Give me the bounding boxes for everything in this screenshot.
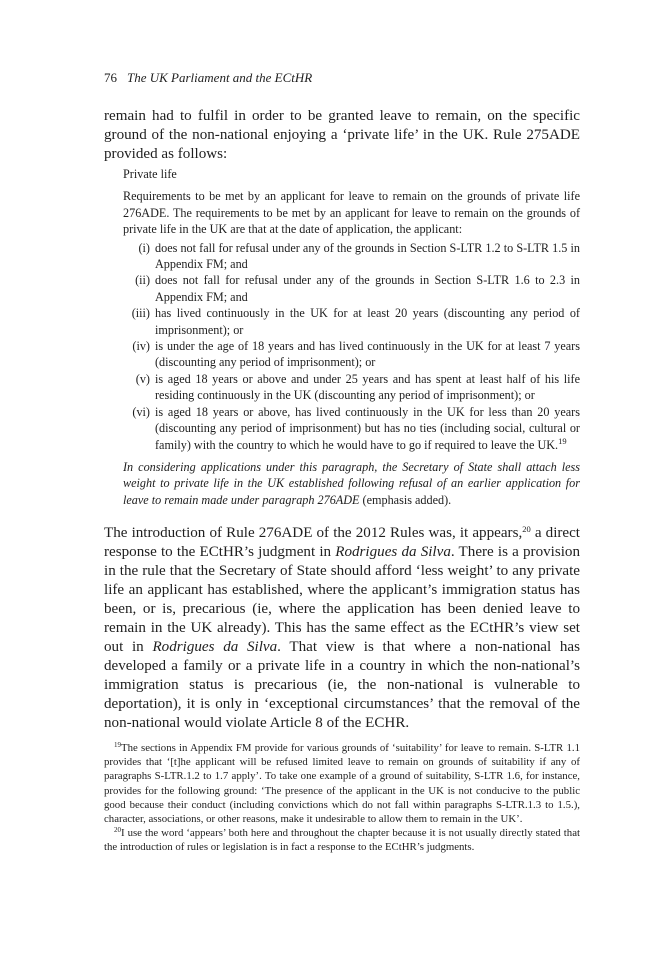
list-item-text: has lived continuously in the UK for at least 20 years (discounting any period of imprisonment); or [155, 306, 580, 337]
list-item-text: is aged 18 years or above, has lived continuously in the UK for less than 20 years (discounting any period of imprisonment) but has no ties (including social, cultural or family) with the country to which he would have to go if required to leave the UK. [155, 404, 580, 452]
quote-intro: Requirements to be met by an applicant for leave to remain on the grounds of private life 276ADE. The requirements to be met by an applicant for leave to remain on the grounds of private life in the UK are that at the date of application, the applicant: [123, 189, 580, 237]
quote-closing-italic: In considering applications under this paragraph, the Secretary of State shall attach less weight to private life in the UK established following refusal of an earlier application for leave to remain made under paragraph 276ADE [123, 459, 580, 507]
footnotes [104, 741, 580, 855]
footnote-text: The sections in Appendix FM provide for various grounds of ‘suitability’ for leave to remain. S-LTR 1.1 provides that ‘[t]he applicant will be refused limited leave to remain on grounds of suitability if any of paragraphs S-LTR.1.2 to 1.7 apply’. To take one example of a ground of suitability, S-LTR 1.6, for instance, provides for the following ground: ‘The presence of the applicant in the UK is not conducive to the public good because their conduct (including convictions which do not fall within paragraphs S-LTR.1.3 to 1.5.), character, associations, or other reasons, make it undesirable to allow them to remain in the UK’. [104, 742, 580, 826]
list-marker: (iii) [131, 306, 150, 321]
quote-heading: Private life [123, 167, 177, 181]
list-item [123, 371, 580, 404]
running-head [104, 70, 312, 86]
list-item [123, 240, 580, 273]
list-item [123, 338, 580, 371]
requirements-list [123, 240, 580, 453]
footnote-number: 20 [114, 826, 121, 835]
main-text-3: . There is a provision in the rule that the Secretary of State should afford ‘less weight’ to any private life an applicant has established, where the applicant’s immigration status has been, or is, precarious (ie, where the application has been denied leave to remain in the UK already). This has the same effect as the ECtHR’s view set out in [104, 544, 581, 655]
block-quote [123, 166, 580, 508]
case-name: Rodrigues da Silva [335, 544, 451, 560]
case-name: Rodrigues da Silva [152, 639, 278, 655]
footnote-number: 19 [114, 741, 121, 749]
intro-paragraph: remain had to fulfil in order to be granted leave to remain, on the specific ground of the non-national enjoying a ‘private life’ in the UK. Rule 275ADE provided as follows: [104, 108, 580, 162]
list-marker: (v) [135, 371, 150, 386]
footnote-ref-20[interactable]: 20 [522, 524, 531, 534]
running-title: The UK Parliament and the ECtHR [127, 70, 313, 85]
list-item-text: does not fall for refusal under any of the grounds in Section S-LTR 1.6 to 2.3 in Appendix FM; and [155, 273, 580, 304]
page-number: 76 [104, 70, 117, 85]
footnote-ref-19[interactable]: 19 [558, 435, 567, 446]
main-text-2: a direct response to the ECtHR’s judgment in [104, 525, 581, 560]
footnote-text: I use the word ‘appears’ both here and throughout the chapter because it is not usually directly stated that the introduction of rules or legislation is in fact a response to the ECtHR’s judgments. [104, 827, 580, 854]
footnote-19 [104, 741, 580, 826]
list-item-text: does not fall for refusal under any of the grounds in Section S-LTR 1.2 to S-LTR 1.5 in Appendix FM; and [155, 240, 580, 272]
quote-closing-note: (emphasis added). [359, 492, 452, 507]
main-text-1: The introduction of Rule 276ADE of the 2012 Rules was, it appears, [104, 525, 523, 541]
list-item-text: is under the age of 18 years and has lived continuously in the UK for at least 7 years (discounting any period of imprisonment); or [155, 339, 580, 370]
list-marker: (iv) [132, 339, 150, 354]
main-text-4: . That view is that where a non-national has developed a family or a private life in a country in which the non-national’s immigration status is precarious (ie, the non-national is vulnerable to deportation), it is only in ‘exceptional circumstances’ that the removal of the non-national would violate Article 8 of the ECHR. [104, 639, 580, 731]
list-item [123, 305, 580, 338]
quote-closing [123, 459, 580, 508]
list-item [123, 404, 580, 453]
footnote-20 [104, 826, 580, 854]
list-marker: (ii) [135, 273, 150, 288]
main-paragraph [104, 524, 580, 733]
list-item [123, 272, 580, 305]
list-marker: (i) [138, 240, 150, 255]
list-item-text: is aged 18 years or above and under 25 years and has spent at least half of his life residing continuously in the UK (discounting any period of imprisonment); or [155, 371, 580, 403]
list-marker: (vi) [132, 404, 150, 419]
